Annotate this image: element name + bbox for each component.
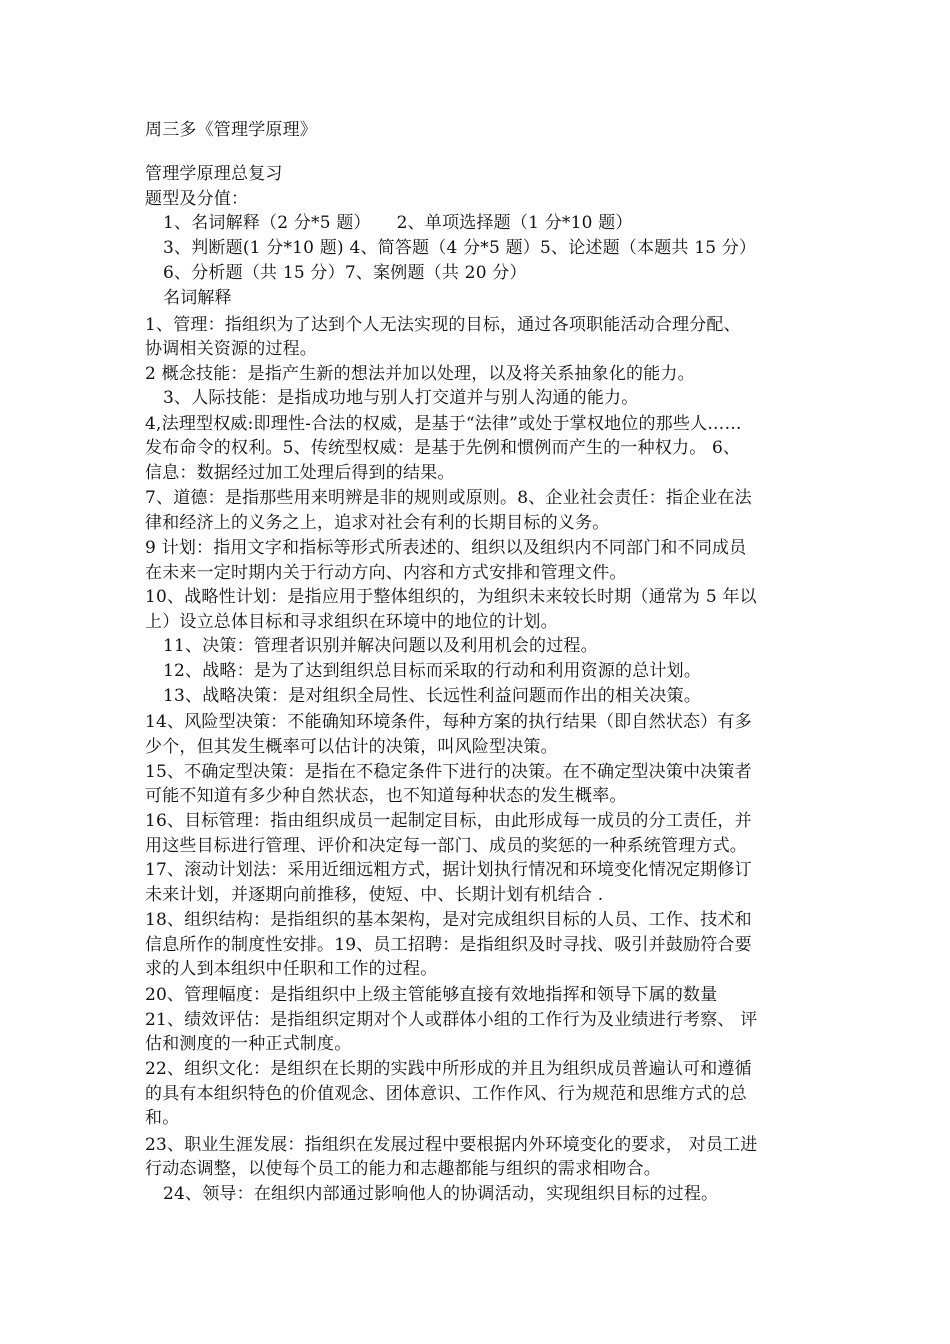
question-type-line: 1、名词解释（2 分*5 题） 2、单项选择题（1 分*10 题） <box>163 213 633 233</box>
term-line: 未来计划，并逐期向前推移，使短、中、长期计划有机结合 . <box>145 885 604 905</box>
term-line: 的具有本组织特色的价值观念、团体意识、工作作风、行为规范和思维方式的总 <box>145 1084 747 1104</box>
section-title: 名词解释 <box>163 288 232 308</box>
term-line: 18、组织结构：是指组织的基本架构，是对完成组织目标的人员、工作、技术和 <box>145 910 752 930</box>
term-line: 11、决策：管理者识别并解决问题以及利用机会的过程。 <box>163 636 598 656</box>
term-line: 23、职业生涯发展：指组织在发展过程中要根据内外环境变化的要求， 对员工进 <box>145 1135 758 1155</box>
term-line: 22、组织文化：是组织在长期的实践中所形成的并且为组织成员普遍认可和遵循 <box>145 1059 752 1079</box>
term-line: 用这些目标进行管理、评价和决定每一部门、成员的奖惩的一种系统管理方式。 <box>145 836 747 856</box>
term-line: 17、滚动计划法：采用近细远粗方式，据计划执行情况和环境变化情况定期修订 <box>145 860 752 880</box>
term-line: 14、风险型决策：不能确知环境条件，每种方案的执行结果（即自然状态）有多 <box>145 712 752 732</box>
term-line: 少个，但其发生概率可以估计的决策，叫风险型决策。 <box>145 737 558 757</box>
term-line: 行动态调整，以使每个员工的能力和志趣都能与组织的需求相吻合。 <box>145 1159 661 1179</box>
document-subtitle: 管理学原理总复习 <box>145 164 283 184</box>
term-line: 24、领导：在组织内部通过影响他人的协调活动，实现组织目标的过程。 <box>163 1184 719 1204</box>
term-line: 估和测度的一种正式制度。 <box>145 1034 352 1054</box>
term-line: 13、战略决策：是对组织全局性、长远性利益问题而作出的相关决策。 <box>163 686 702 706</box>
term-line: 律和经济上的义务之上，追求对社会有利的长期目标的义务。 <box>145 513 610 533</box>
term-line: 信息：数据经过加工处理后得到的结果。 <box>145 463 455 483</box>
question-type-line: 3、判断题(1 分*10 题) 4、简答题（4 分*5 题）5、论述题（本题共 15 分） <box>163 238 757 258</box>
term-line: 7、道德：是指那些用来明辨是非的规则或原则。8、企业社会责任：指企业在法 <box>145 488 752 508</box>
term-line: 10、战略性计划：是指应用于整体组织的，为组织未来较长时期（通常为 5 年以 <box>145 587 757 607</box>
term-line: 2 概念技能：是指产生新的想法并加以处理，以及将关系抽象化的能力。 <box>145 364 695 384</box>
document-title: 周三多《管理学原理》 <box>145 120 317 140</box>
term-line: 和。 <box>145 1108 180 1128</box>
term-line: 求的人到本组织中任职和工作的过程。 <box>145 959 438 979</box>
term-line: 12、战略：是为了达到组织总目标而采取的行动和利用资源的总计划。 <box>163 661 702 681</box>
term-line: 在未来一定时期内关于行动方向、内容和方式安排和管理文件。 <box>145 563 627 583</box>
term-line: 协调相关资源的过程。 <box>145 339 317 359</box>
term-line: 4,法理型权威:即理性-合法的权威，是基于“法律”或处于掌权地位的那些人…… <box>145 414 742 434</box>
term-line: 16、目标管理：指由组织成员一起制定目标，由此形成每一成员的分工责任，并 <box>145 811 752 831</box>
term-line: 9 计划：指用文字和指标等形式所表述的、组织以及组织内不同部门和不同成员 <box>145 538 747 558</box>
term-line: 可能不知道有多少种自然状态，也不知道每种状态的发生概率。 <box>145 786 627 806</box>
term-line: 20、管理幅度：是指组织中上级主管能够直接有效地指挥和领导下属的数量 <box>145 985 718 1005</box>
term-line: 发布命令的权利。5、传统型权威：是基于先例和惯例而产生的一种权力。 6、 <box>145 438 741 458</box>
term-line: 1、管理：指组织为了达到个人无法实现的目标，通过各项职能活动合理分配、 <box>145 315 741 335</box>
question-type-line: 6、分析题（共 15 分）7、案例题（共 20 分） <box>163 263 527 283</box>
term-line: 15、不确定型决策：是指在不稳定条件下进行的决策。在不确定型决策中决策者 <box>145 762 752 782</box>
term-line: 上）设立总体目标和寻求组织在环境中的地位的计划。 <box>145 612 558 632</box>
question-types-heading: 题型及分值： <box>145 189 249 209</box>
term-line: 21、绩效评估：是指组织定期对个人或群体小组的工作行为及业绩进行考察、 评 <box>145 1010 758 1030</box>
term-line: 3、人际技能：是指成功地与别人打交道并与别人沟通的能力。 <box>163 388 639 408</box>
term-line: 信息所作的制度性安排。19、员工招聘：是指组织及时寻找、吸引并鼓励符合要 <box>145 935 752 955</box>
